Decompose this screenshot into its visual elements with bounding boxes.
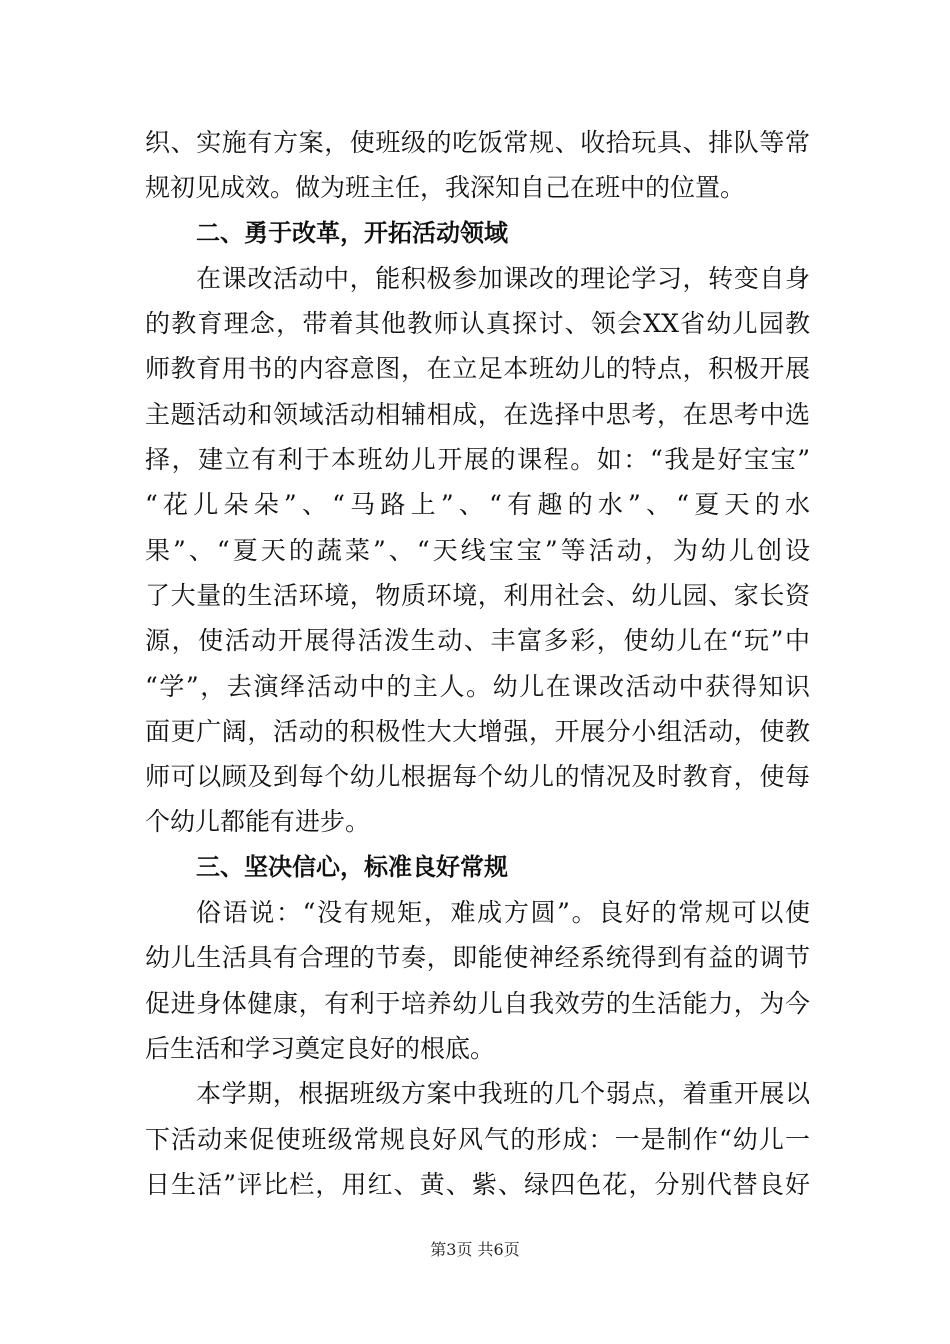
text-line: 师教育用书的内容意图，在立足本班幼儿的特点，积极开展	[145, 354, 810, 384]
section-heading: 三、坚决信心，标准良好常规	[196, 852, 508, 881]
text-line: 主题活动和领域活动相辅相成，在选择中思考，在思考中选	[145, 399, 810, 429]
text-line: “学”，去演绎活动中的主人。幼儿在课改活动中获得知识	[145, 671, 810, 701]
paragraph-start: 俗语说：“没有规矩，难成方圆”。良好的常规可以使	[196, 898, 810, 928]
text-line: 织、实施有方案，使班级的吃饭常规、收拾玩具、排队等常	[145, 128, 810, 157]
text-line: 果”、“夏天的蔬菜”、“天线宝宝”等活动，为幼儿创设	[145, 535, 810, 565]
text-line: 规初见成效。做为班主任，我深知自己在班中的位置。	[145, 173, 746, 203]
text-line: 了大量的生活环境，物质环境，利用社会、幼儿园、家长资	[145, 580, 810, 610]
document-body	[145, 120, 810, 1207]
text-line: 促进身体健康，有利于培养幼儿自我效劳的生活能力，为今	[145, 988, 810, 1018]
text-line: 幼儿生活具有合理的节奏，即能使神经系统得到有益的调节	[145, 943, 810, 973]
text-line: 个幼儿都能有进步。	[145, 807, 371, 837]
text-line: 下活动来促使班级常规良好风气的形成：一是制作“幼儿一	[145, 1124, 810, 1154]
text-line: 面更广阔，活动的积极性大大增强，开展分小组活动，使教	[145, 716, 810, 746]
page-footer: 第3页 共6页	[430, 1240, 520, 1259]
text-line: 后生活和学习奠定良好的根底。	[145, 1033, 496, 1063]
text-line: “花儿朵朵”、“马路上”、“有趣的水”、“夏天的水	[145, 490, 810, 520]
text-line: 的教育理念，带着其他教师认真探讨、领会XX省幼儿园教	[145, 309, 810, 339]
paragraph-start: 在课改活动中，能积极参加课改的理论学习，转变自身	[196, 263, 810, 293]
section-heading: 二、勇于改革，开拓活动领域	[196, 218, 508, 247]
text-line: 日生活”评比栏，用红、黄、紫、绿四色花，分别代替良好	[145, 1169, 810, 1199]
text-line: 择，建立有利于本班幼儿开展的课程。如：“我是好宝宝”	[145, 445, 810, 475]
text-line: 源，使活动开展得活泼生动、丰富多彩，使幼儿在“玩”中	[145, 626, 810, 656]
text-line: 师可以顾及到每个幼儿根据每个幼儿的情况及时教育，使每	[145, 762, 810, 792]
paragraph-start: 本学期，根据班级方案中我班的几个弱点，着重开展以	[196, 1079, 810, 1109]
